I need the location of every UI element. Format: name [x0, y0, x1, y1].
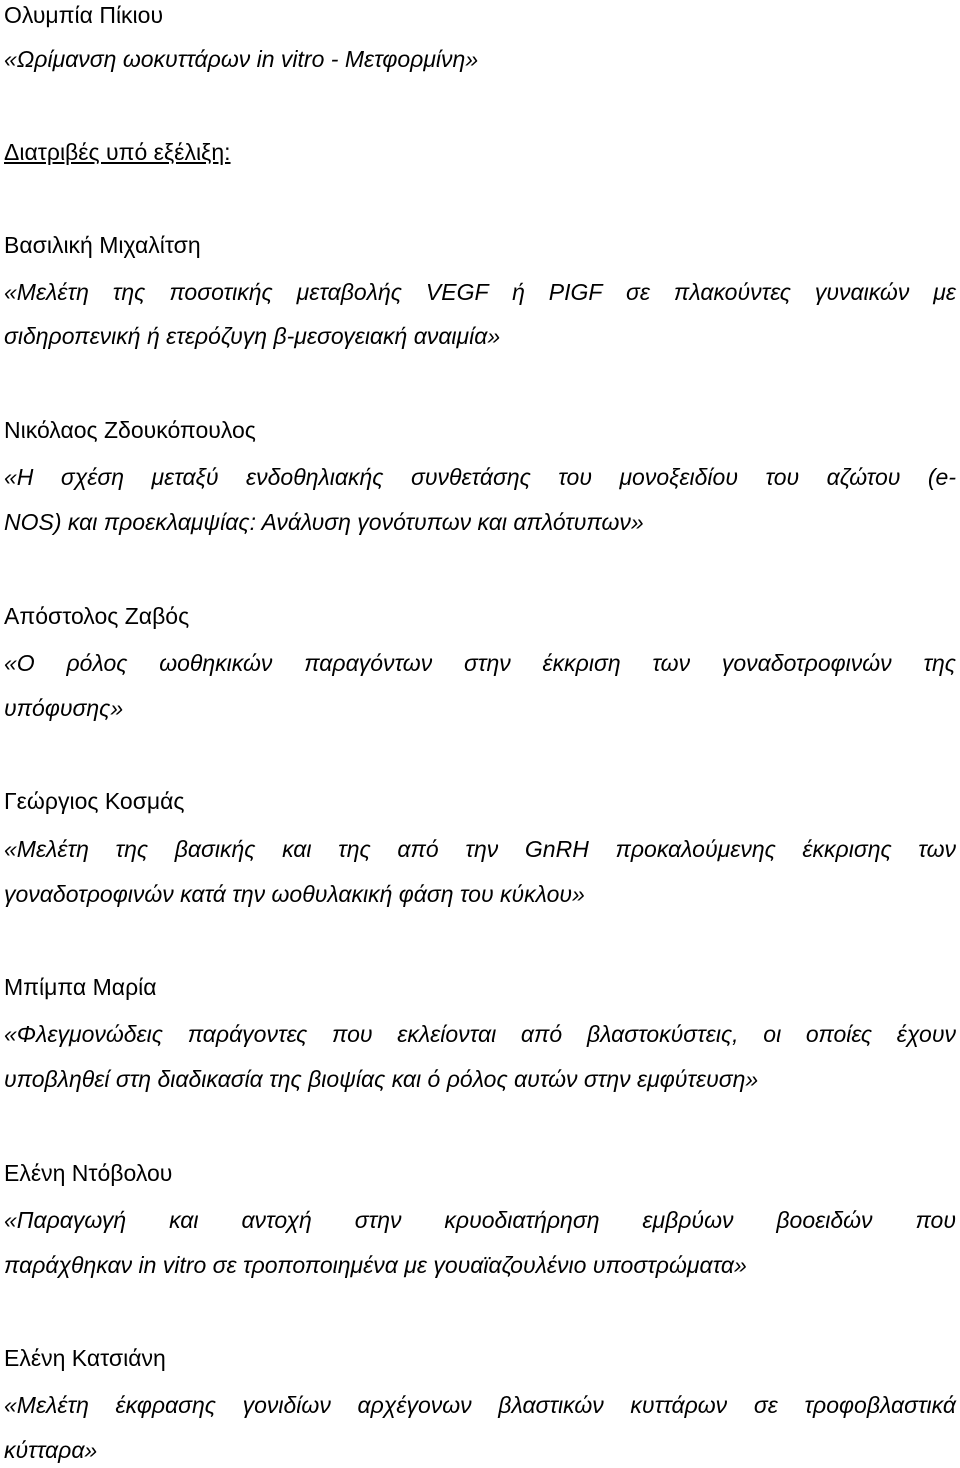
- thesis-title-line: υπόφυσης»: [4, 695, 124, 721]
- thesis-title-line: παράχθηκαν in vitro σε τροποποιημένα με γουαϊαζουλένιο υποστρώματα»: [4, 1252, 747, 1278]
- author-name: Βασιλική Μιχαλίτση: [4, 232, 201, 258]
- thesis-title-line: «Μελέτη έκφρασης γονιδίων αρχέγονων βλαστικών κυττάρων σε τροφοβλαστικά: [4, 1392, 956, 1418]
- author-name: Γεώργιος Κοσμάς: [4, 788, 185, 814]
- thesis-title-line: «Παραγωγή και αντοχή στην κρυοδιατήρηση εμβρύων βοοειδών που: [4, 1207, 956, 1233]
- author-name: Νικόλαος Ζδουκόπουλος: [4, 417, 256, 443]
- thesis-title: «Ωρίμανση ωοκυττάρων in vitro - Μετφορμίνη»: [4, 46, 479, 72]
- author-name: Μπίμπα Μαρία: [4, 974, 157, 1000]
- thesis-title-line: κύτταρα»: [4, 1437, 98, 1463]
- author-name: Απόστολος Ζαβός: [4, 603, 190, 629]
- thesis-title-line: «Μελέτη της βασικής και της από την GnRH προκαλούμενης έκκρισης των: [4, 836, 956, 862]
- thesis-title-line: γοναδοτροφινών κατά την ωοθυλακική φάση του κύκλου»: [4, 881, 585, 907]
- thesis-title-line: υποβληθεί στη διαδικασία της βιοψίας και ό ρόλος αυτών στην εμφύτευση»: [4, 1066, 759, 1092]
- thesis-title-line: «Φλεγμονώδεις παράγοντες που εκλείονται από βλαστοκύστεις, οι οποίες έχουν: [4, 1021, 956, 1047]
- thesis-title-line: «Ο ρόλος ωοθηκικών παραγόντων στην έκκριση των γοναδοτροφινών της: [4, 650, 956, 676]
- author-name: Ολυμπία Πίκιου: [4, 2, 164, 28]
- thesis-title-line: NOS) και προεκλαμψίας: Ανάλυση γονότυπων και απλότυπων»: [4, 509, 644, 535]
- thesis-title-line: «Μελέτη της ποσοτικής μεταβολής VEGF ή PIGF σε πλακούντες γυναικών με: [4, 279, 956, 305]
- section-heading: Διατριβές υπό εξέλιξη:: [4, 139, 231, 165]
- author-name: Ελένη Ντόβολου: [4, 1160, 173, 1186]
- author-name: Ελένη Κατσιάνη: [4, 1345, 166, 1371]
- thesis-title-line: σιδηροπενική ή ετερόζυγη β-μεσογειακή αναιμία»: [4, 323, 501, 349]
- thesis-title-line: «Η σχέση μεταξύ ενδοθηλιακής συνθετάσης του μονοξειδίου του αζώτου (e-: [4, 464, 956, 490]
